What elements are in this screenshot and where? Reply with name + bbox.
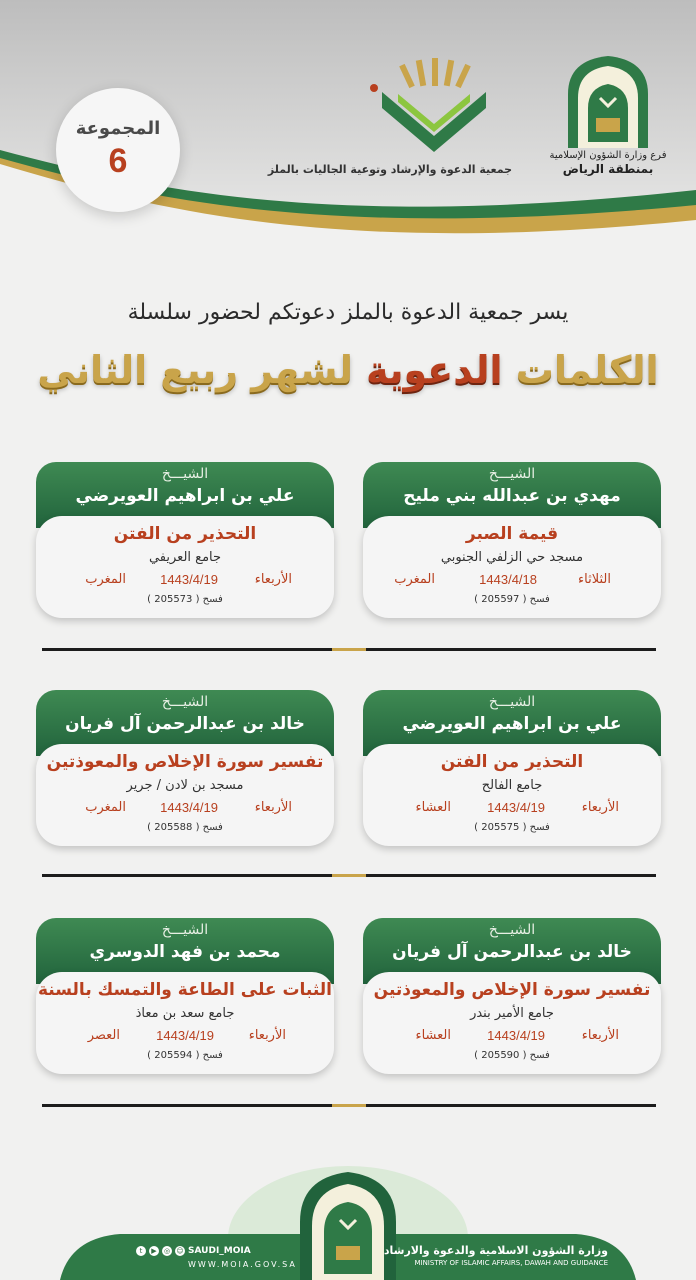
title-part2: الدعوية: [366, 348, 503, 392]
speaker-name: علي بن ابراهيم العويرضي: [402, 714, 622, 734]
lecture-time: المغرب: [85, 800, 126, 815]
permit-code: فسح ( 205594 ): [147, 1050, 223, 1061]
lecture-time: المغرب: [394, 572, 435, 587]
title-part1: الكلمات: [515, 348, 659, 392]
footer: [0, 1160, 696, 1280]
sheikh-title: الشيـــخ: [161, 922, 209, 938]
section-divider: [42, 648, 656, 651]
lecture-topic: تفسير سورة الإخلاص والمعوذتين: [373, 980, 651, 1000]
youtube-icon[interactable]: ▶: [149, 1246, 159, 1256]
lecture-topic: التحذير من الفتن: [113, 524, 257, 544]
sheikh-title: الشيـــخ: [488, 694, 536, 710]
lecture-day: الأربعاء: [254, 800, 292, 815]
lecture-time: المغرب: [85, 572, 126, 587]
lecture-day: الأربعاء: [581, 800, 619, 815]
website-link[interactable]: WWW.MOIA.GOV.SA: [188, 1260, 297, 1269]
lecture-topic: التحذير من الفتن: [440, 752, 584, 772]
lecture-day: الأربعاء: [581, 1028, 619, 1043]
intro-text: يسر جمعية الدعوة بالملز دعوتكم لحضور سلسلة: [127, 300, 569, 325]
permit-code: فسح ( 205588 ): [147, 822, 223, 833]
lecture-date: 1443/4/18: [479, 572, 537, 587]
lecture-day: الأربعاء: [248, 1028, 286, 1043]
lecture-date: 1443/4/19: [487, 1028, 545, 1043]
lecture-date: 1443/4/19: [160, 800, 218, 815]
speaker-name: خالد بن عبدالرحمن آل فريان: [392, 942, 632, 962]
lecture-time: العشاء: [415, 1028, 451, 1043]
association-logo-caption: جمعية الدعوة والإرشاد وتوعية الجاليات بالملز: [267, 163, 512, 176]
lecture-card: [363, 918, 661, 1074]
section-divider: [42, 1104, 656, 1107]
association-logo: [267, 58, 512, 176]
lecture-time: العصر: [87, 1028, 120, 1043]
lecture-card: [36, 918, 334, 1074]
group-number: 6: [108, 142, 128, 180]
permit-code: فسح ( 205575 ): [474, 822, 550, 833]
twitter-icon[interactable]: t: [136, 1246, 146, 1256]
speaker-name: علي بن ابراهيم العويرضي: [75, 486, 295, 506]
ministry-name-ar: وزارة الشؤون الاسلامية والدعوة والارشاد: [383, 1244, 608, 1257]
lecture-topic: قيمة الصبر: [465, 524, 559, 544]
sheikh-title: الشيـــخ: [488, 922, 536, 938]
lecture-venue: جامع سعد بن معاذ: [135, 1006, 235, 1021]
lecture-time: العشاء: [415, 800, 451, 815]
mosque-emblem-icon: [548, 54, 668, 148]
ministry-branch-logo: [548, 54, 668, 176]
sheikh-title: الشيـــخ: [488, 466, 536, 482]
lecture-date: 1443/4/19: [156, 1028, 214, 1043]
social-icons: [136, 1246, 185, 1256]
lecture-day: الثلاثاء: [578, 572, 611, 587]
lecture-venue: مسجد بن لادن / جرير: [126, 778, 244, 793]
lecture-day: الأربعاء: [254, 572, 292, 587]
sheikh-title: الشيـــخ: [161, 694, 209, 710]
section-divider: [42, 874, 656, 877]
group-badge: [56, 88, 180, 212]
permit-code: فسح ( 205573 ): [147, 594, 223, 605]
lecture-venue: مسجد حي الزلفي الجنوبي: [440, 550, 584, 565]
lecture-topic: تفسير سورة الإخلاص والمعوذتين: [46, 752, 324, 772]
group-label: المجموعة: [75, 118, 161, 139]
lecture-card: [36, 690, 334, 846]
sheikh-title: الشيـــخ: [161, 466, 209, 482]
snapchat-icon[interactable]: ☺: [176, 1247, 184, 1255]
lecture-date: 1443/4/19: [487, 800, 545, 815]
permit-code: فسح ( 205590 ): [474, 1050, 550, 1061]
speaker-name: مهدي بن عبدالله بني مليح: [403, 486, 621, 506]
title-part3: لشهر ربيع الثاني: [37, 348, 353, 392]
permit-code: فسح ( 205597 ): [474, 594, 550, 605]
lecture-venue: جامع العريفي: [148, 550, 222, 565]
lecture-topic: الثبات على الطاعة والتمسك بالسنة: [38, 980, 332, 1000]
speaker-name: خالد بن عبدالرحمن آل فريان: [65, 714, 305, 734]
branch-caption-line2: بمنطقة الرياض: [562, 162, 654, 176]
lecture-card: [363, 462, 661, 618]
instagram-icon[interactable]: ◎: [163, 1247, 171, 1255]
ministry-name-en: MINISTRY OF ISLAMIC AFFAIRS, DAWAH AND GUIDANCE: [414, 1259, 608, 1267]
page-title: [0, 348, 696, 392]
lecture-venue: جامع الأمير بندر: [470, 1006, 554, 1021]
lecture-date: 1443/4/19: [160, 572, 218, 587]
speaker-name: محمد بن فهد الدوسري: [89, 942, 281, 962]
lecture-venue: جامع الفالح: [481, 778, 543, 793]
lecture-card: [363, 690, 661, 846]
book-rays-icon: [352, 58, 512, 156]
branch-caption-line1: فرع وزارة الشؤون الإسلامية: [549, 150, 667, 161]
social-handle[interactable]: SAUDI_MOIA: [188, 1246, 251, 1256]
lecture-card: [36, 462, 334, 618]
